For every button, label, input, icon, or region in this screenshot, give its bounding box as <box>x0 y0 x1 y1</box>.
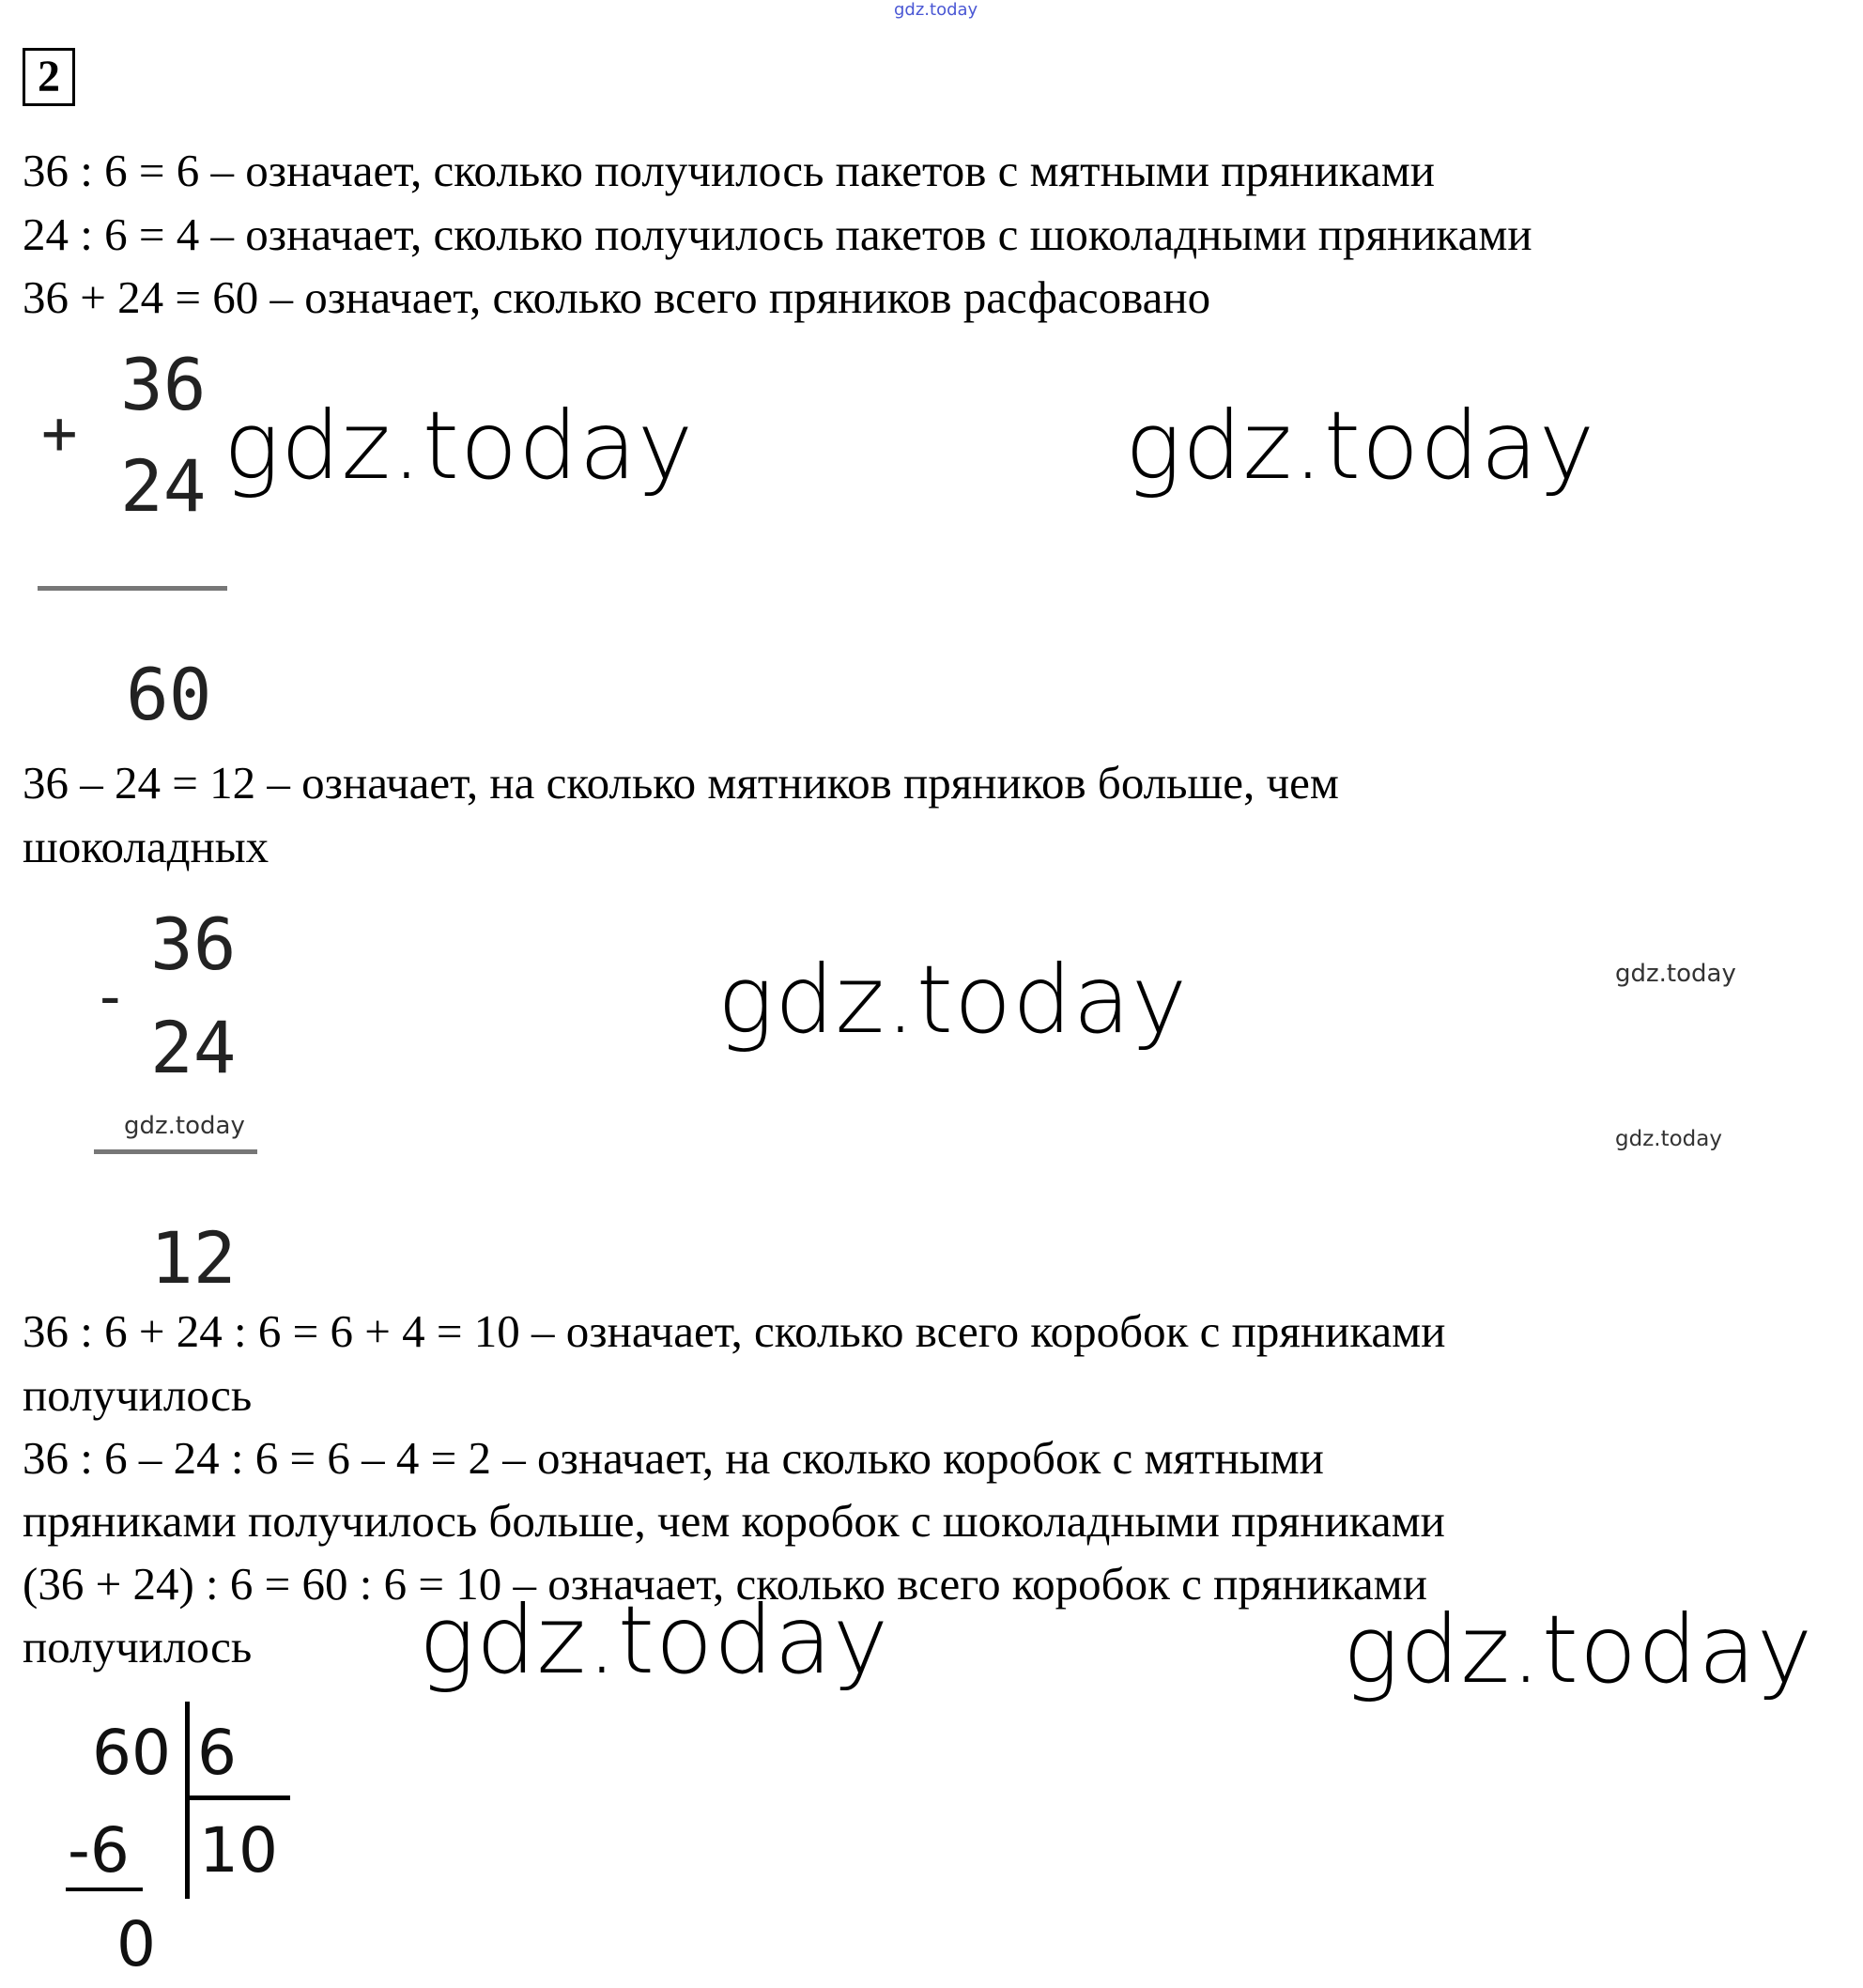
addition-sign: + <box>41 399 78 469</box>
text-line-1: 36 : 6 = 6 – означает, сколько получилось пакетов с мятными пряниками <box>23 145 1435 196</box>
text-line-2: 24 : 6 = 4 – означает, сколько получилось пакетов с шоколадными пряниками <box>23 208 1532 260</box>
watermark-2: gdz.today <box>1125 391 1596 501</box>
text-line-3: 36 + 24 = 60 – означает, сколько всего пряников расфасовано <box>23 271 1211 323</box>
subtraction-text-line-1: 36 – 24 = 12 – означает, на сколько мятников пряников больше, чем <box>23 757 1339 809</box>
subtraction-operand-b: 24 <box>150 1006 237 1089</box>
watermark-3: gdz.today <box>717 945 1189 1055</box>
watermark-small-1: gdz.today <box>1615 960 1736 988</box>
watermark-top: gdz.today <box>894 0 978 20</box>
watermark-small-2: gdz.today <box>124 1112 245 1140</box>
division-quotient: 10 <box>199 1814 278 1887</box>
division-divisor: 6 <box>197 1717 237 1789</box>
watermark-small-3: gdz.today <box>1615 1127 1722 1151</box>
watermark-4: gdz.today <box>419 1585 890 1695</box>
division-dividend: 60 <box>92 1717 171 1789</box>
expr-line-5: (36 + 24) : 6 = 60 : 6 = 10 – означает, сколько всего коробок с пряниками <box>23 1558 1427 1610</box>
addition-rule <box>38 586 227 591</box>
subtraction-sign: - <box>92 963 129 1032</box>
watermark-5: gdz.today <box>1343 1595 1814 1704</box>
expr-line-4: пряниками получилось больше, чем коробок с шоколадными пряниками <box>23 1495 1445 1547</box>
watermark-1: gdz.today <box>223 391 695 501</box>
expr-line-2: получилось <box>23 1369 253 1421</box>
addition-operand-b: 24 <box>120 444 207 528</box>
task-number: 2 <box>23 48 75 106</box>
subtraction-result: 12 <box>150 1216 237 1300</box>
expr-line-3: 36 : 6 – 24 : 6 = 6 – 4 = 2 – означает, на сколько коробок с мятными <box>23 1432 1324 1484</box>
division-subtract: -6 <box>68 1814 130 1887</box>
division-subtract-rule <box>66 1888 143 1891</box>
subtraction-rule <box>94 1149 257 1154</box>
expr-line-1: 36 : 6 + 24 : 6 = 6 + 4 = 10 – означает, сколько всего коробок с пряниками <box>23 1305 1446 1357</box>
expr-line-6: получилось <box>23 1621 253 1672</box>
division-remainder: 0 <box>116 1908 156 1980</box>
subtraction-operand-a: 36 <box>150 902 237 986</box>
division-horizontal-bar <box>185 1795 290 1800</box>
addition-operand-a: 36 <box>120 343 207 426</box>
addition-result: 60 <box>126 653 212 736</box>
division-vertical-bar <box>185 1702 190 1899</box>
subtraction-text-line-2: шоколадных <box>23 821 269 872</box>
